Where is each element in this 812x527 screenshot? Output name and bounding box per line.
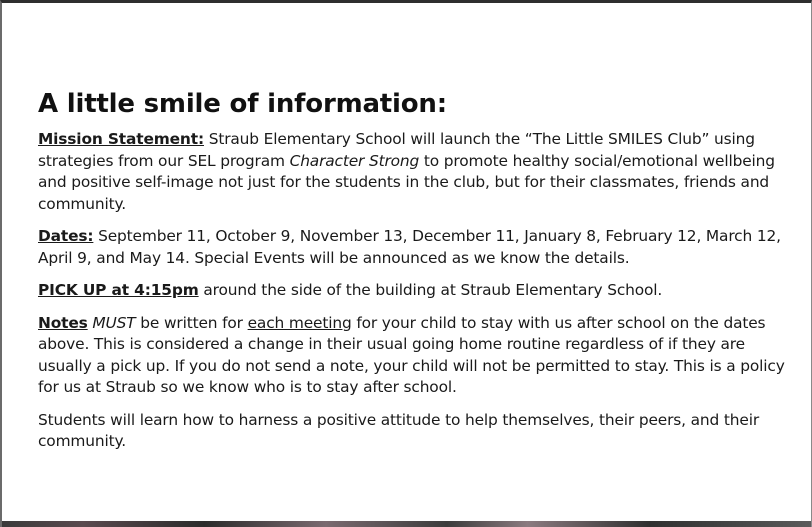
notes-text-1: be written for xyxy=(135,313,248,332)
bottom-image-strip xyxy=(2,521,811,527)
notes-paragraph xyxy=(38,313,788,399)
dates-paragraph xyxy=(38,226,788,269)
notes-each-meeting: each meeting xyxy=(247,313,352,332)
mission-text-1: Straub Elementary School will launch the “The Little SMILES Club” using strategies from our SEL program xyxy=(38,130,755,170)
document-content xyxy=(38,87,788,464)
pickup-text: around the side of the building at Straub Elementary School. xyxy=(198,281,663,299)
dates-label: Dates: xyxy=(38,227,94,245)
mission-program-name: Character Strong xyxy=(289,151,420,170)
notes-must: MUST xyxy=(92,313,136,332)
notes-text-2: for your child to stay with us after school on the dates above. This is considered a change in their usual going home routine regardless of if they are usually a pick up. If you do not send a note, your child will not be permitted to stay. This is a policy for us at Straub so we know who is to stay after school. xyxy=(38,313,785,396)
pickup-label: PICK UP at 4:15pm xyxy=(38,281,199,299)
mission-paragraph xyxy=(38,129,788,215)
pickup-paragraph xyxy=(38,280,788,302)
notes-label: Notes xyxy=(38,313,88,332)
dates-text: September 11, October 9, November 13, December 11, January 8, February 12, March 12, April 9, and May 14. Special Events will be announced as we know the details. xyxy=(38,227,781,267)
mission-label: Mission Statement: xyxy=(38,130,204,148)
mission-text-2: to promote healthy social/emotional wellbeing and positive self-image not just for the students in the club, but for their classmates, friends and community. xyxy=(38,151,775,213)
closing-paragraph: Students will learn how to harness a positive attitude to help themselves, their peers, and their community. xyxy=(38,410,759,450)
page-title: A little smile of information: xyxy=(38,89,447,119)
